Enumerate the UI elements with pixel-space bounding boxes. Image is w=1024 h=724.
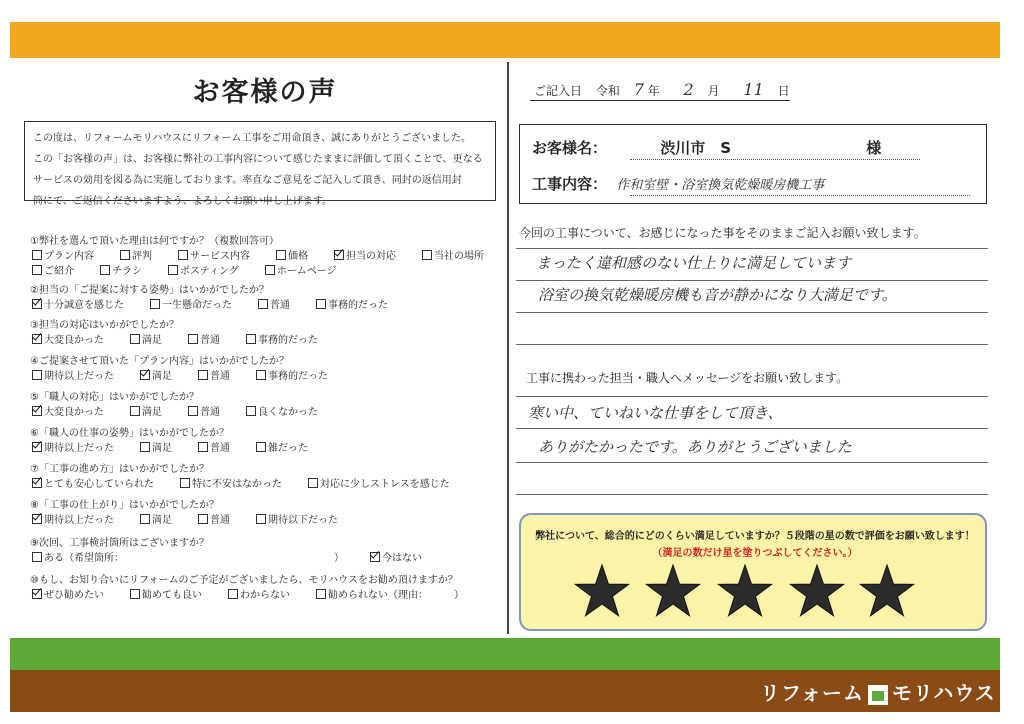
option-label: わからない	[240, 590, 290, 601]
center-divider	[507, 62, 509, 634]
option	[228, 588, 290, 603]
option	[258, 298, 290, 313]
ruled-line	[516, 344, 988, 345]
option	[256, 513, 338, 528]
option	[32, 588, 104, 603]
question-8: ⑧「工事の仕上がり」はいかがでしたか？	[30, 500, 219, 511]
date-year: 7	[633, 80, 644, 99]
top-banner	[10, 22, 1000, 58]
option-label: 十分誠意を感じた	[44, 300, 124, 311]
ruled-line	[516, 428, 988, 429]
option-label: 満足	[152, 515, 172, 526]
option	[130, 588, 202, 603]
option-label: 満足	[152, 443, 172, 454]
option-label: プラン内容	[44, 251, 94, 262]
checkbox[interactable]	[150, 299, 160, 309]
ruled-line	[516, 312, 988, 313]
option-label: 期待以上だった	[44, 515, 114, 526]
checkbox[interactable]	[32, 265, 42, 275]
checkbox[interactable]	[100, 265, 110, 275]
date-day: 11	[743, 80, 764, 99]
option-label: 勧めても良い	[142, 590, 202, 601]
option-label: チラシ	[112, 266, 142, 277]
option-label: 満足	[142, 335, 162, 346]
option-label: 今はない	[382, 553, 422, 564]
checked-checkbox[interactable]	[370, 552, 380, 562]
option	[32, 513, 114, 528]
page-title: お客様の声	[192, 77, 338, 108]
filled-star-icon[interactable]	[572, 562, 632, 622]
checkbox[interactable]	[316, 299, 326, 309]
date-label: ご記入日	[534, 84, 583, 98]
option	[32, 477, 154, 492]
checkbox[interactable]	[168, 265, 178, 275]
checkbox[interactable]	[276, 250, 286, 260]
house-icon	[868, 685, 888, 705]
checked-checkbox[interactable]	[32, 589, 42, 599]
option-label: ）	[454, 590, 464, 601]
checkbox[interactable]	[198, 514, 208, 524]
company-logo	[760, 677, 996, 706]
question-2-options	[32, 298, 414, 313]
option	[256, 369, 328, 384]
option-label: 普通	[210, 443, 230, 454]
question-8-options	[32, 513, 364, 528]
option-label: 評判	[132, 251, 152, 262]
question-7-options	[32, 477, 476, 492]
option	[188, 333, 220, 348]
question-9-options	[32, 551, 448, 566]
option	[120, 249, 152, 264]
checkbox[interactable]	[198, 370, 208, 380]
message-line-2: ありがたかったです。ありがとうございました	[538, 438, 852, 456]
checkbox[interactable]	[178, 250, 188, 260]
checkbox[interactable]	[422, 250, 432, 260]
checkbox[interactable]	[246, 334, 256, 344]
option-label: 事務的だった	[328, 300, 388, 311]
question-10-options	[32, 588, 490, 603]
customer-name-label: お客様名：	[532, 139, 608, 157]
customer-name: 渋川市 S	[660, 139, 732, 157]
logo-subtext: モリハウス	[892, 681, 996, 705]
checked-checkbox[interactable]	[32, 478, 42, 488]
checkbox[interactable]	[258, 299, 268, 309]
checkbox[interactable]	[198, 442, 208, 452]
option	[130, 333, 162, 348]
filled-star-icon[interactable]	[857, 562, 917, 622]
option	[370, 551, 422, 566]
checkbox[interactable]	[130, 589, 140, 599]
option	[422, 249, 484, 264]
option-label: 大変良かった	[44, 335, 104, 346]
option	[130, 405, 162, 420]
option	[316, 298, 388, 313]
option	[334, 551, 344, 566]
ruled-line	[516, 280, 988, 281]
ruled-line	[516, 248, 988, 249]
date-field	[530, 80, 790, 101]
option-label: 普通	[200, 407, 220, 418]
option-label: ぜひ勧めたい	[44, 590, 104, 601]
rating-question: 弊社について、総合的にどのくらい満足していますか？５段階の星の数で評価をお願い致します！	[535, 531, 975, 542]
filled-star-icon[interactable]	[787, 562, 847, 622]
logo-text: リフォーム	[760, 681, 864, 705]
option-label: 事務的だった	[268, 371, 328, 382]
rating-note: （満足の数だけ星を塗りつぶしてください。）	[652, 548, 858, 559]
option-label: 一生懸命だった	[162, 300, 232, 311]
option	[100, 264, 142, 279]
checkbox[interactable]	[130, 334, 140, 344]
date-era: 令和	[595, 84, 620, 98]
checkbox[interactable]	[246, 406, 256, 416]
option	[256, 441, 308, 456]
checkbox[interactable]	[140, 514, 150, 524]
option-label: 普通	[210, 371, 230, 382]
option-label: 大変良かった	[44, 407, 104, 418]
option	[32, 405, 104, 420]
intro-line: この度は、リフォームモリハウスにリフォーム工事をご用命頂き、誠にありがとうございました。	[33, 133, 471, 144]
work-content: 作和室壁・浴室換気乾燥暖房機工事	[616, 178, 825, 193]
question-1: ①弊社を選んで頂いた理由は何ですか？（複数回答可）	[30, 236, 279, 247]
question-4: ④ご提案させて頂いた「プラン内容」はいかがでしたか？	[30, 356, 289, 367]
option	[265, 264, 337, 279]
question-1-options	[32, 249, 510, 264]
checked-checkbox[interactable]	[32, 514, 42, 524]
checked-checkbox[interactable]	[32, 334, 42, 344]
option-label: 特に不安はなかった	[192, 479, 282, 490]
option	[140, 513, 172, 528]
checkbox[interactable]	[228, 589, 238, 599]
checkbox[interactable]	[140, 442, 150, 452]
ruled-line	[516, 494, 988, 495]
filled-star-icon[interactable]	[643, 562, 703, 622]
option-label: ある（希望箇所：	[44, 553, 124, 564]
option-label: ご紹介	[44, 266, 74, 277]
option-label: 担当の対応	[346, 251, 396, 262]
option-label: 期待以上だった	[44, 371, 114, 382]
checked-checkbox[interactable]	[32, 442, 42, 452]
customer-box	[519, 124, 987, 204]
option	[198, 369, 230, 384]
option-label: 雑だった	[268, 443, 308, 454]
option	[140, 441, 172, 456]
work-underline	[630, 195, 970, 196]
option-label: 対応に少しストレスを感じた	[320, 479, 450, 490]
message-heading: 工事に携わった担当・職人へメッセージをお願い致します。	[526, 371, 849, 385]
question-7: ⑦「工事の進め方」はいかがでしたか？	[30, 464, 209, 475]
date-year-unit: 年	[647, 84, 660, 98]
option-label: 普通	[200, 335, 220, 346]
option	[198, 513, 230, 528]
date-month: 2	[683, 80, 694, 99]
checkbox[interactable]	[265, 265, 275, 275]
option-label: 満足	[142, 407, 162, 418]
option-label: ）	[334, 553, 344, 564]
option	[334, 249, 396, 264]
date-day-unit: 日	[777, 84, 790, 98]
checkbox[interactable]	[32, 250, 42, 260]
date-month-unit: 月	[707, 84, 720, 98]
message-line-1: 寒い中、ていねいな仕事をして頂き、	[528, 404, 783, 422]
option-label: 普通	[270, 300, 290, 311]
filled-star-icon[interactable]	[715, 562, 775, 622]
option-label: 満足	[152, 371, 172, 382]
name-underline	[630, 159, 920, 160]
option	[276, 249, 308, 264]
option-label: 当社の場所	[434, 251, 484, 262]
customer-name-row	[532, 137, 881, 158]
option	[32, 333, 104, 348]
option	[32, 298, 124, 313]
checkbox[interactable]	[188, 334, 198, 344]
option	[454, 588, 464, 603]
question-3: ③担当の対応はいかがでしたか？	[30, 320, 179, 331]
option	[246, 333, 318, 348]
work-label: 工事内容：	[532, 175, 608, 193]
intro-line: この「お客様の声」は、お客様に弊社の工事内容について感じたままに評価して頂くことで、更なる	[33, 154, 483, 165]
intro-line: 筒にて、ご返信くださいますよう、よろしくお願い申し上げます。	[33, 196, 332, 207]
option	[180, 477, 282, 492]
checkbox[interactable]	[256, 514, 266, 524]
option-label: 期待以上だった	[44, 443, 114, 454]
question-2: ②担当の「ご提案に対する姿勢」はいかがでしたか？	[30, 285, 269, 296]
option	[168, 264, 239, 279]
checkbox[interactable]	[32, 370, 42, 380]
option	[308, 477, 450, 492]
intro-box	[24, 121, 496, 207]
option	[32, 264, 74, 279]
checked-checkbox[interactable]	[32, 299, 42, 309]
option	[32, 369, 114, 384]
option-label: 普通	[210, 515, 230, 526]
checked-checkbox[interactable]	[140, 370, 150, 380]
work-row	[532, 173, 824, 194]
question-4-options	[32, 369, 354, 384]
checked-checkbox[interactable]	[32, 406, 42, 416]
option	[316, 588, 428, 603]
checkbox[interactable]	[308, 478, 318, 488]
option	[246, 405, 318, 420]
checkbox[interactable]	[256, 442, 266, 452]
checkbox[interactable]	[120, 250, 130, 260]
ruled-line	[516, 396, 988, 397]
option-label: 期待以下だった	[268, 515, 338, 526]
option-label: ポスティング	[180, 266, 239, 277]
option	[150, 298, 232, 313]
customer-suffix: 様	[866, 139, 882, 157]
question-6-options	[32, 441, 334, 456]
question-5-options	[32, 405, 344, 420]
question-9: ⑨次回、工事検討箇所はございますか？	[30, 538, 209, 549]
option-label: サービス内容	[190, 251, 250, 262]
option-label: ホームページ	[276, 266, 337, 277]
impression-line-2: 浴室の換気乾燥暖房機も音が静かになり大満足です。	[538, 286, 897, 304]
impressions-heading: 今回の工事について、お感じになった事をそのままご記入お願い致します。	[519, 226, 926, 240]
ruled-line	[516, 462, 988, 463]
option	[140, 369, 172, 384]
question-10: ⑩もし、お知り合いにリフォームのご予定がございましたら、モリハウスをお勧め頂けますか？	[30, 575, 458, 586]
option-label: 勧められない（理由：	[328, 590, 428, 601]
checkbox[interactable]	[130, 406, 140, 416]
option	[198, 441, 230, 456]
checkbox[interactable]	[180, 478, 190, 488]
impression-line-1: まったく違和感のない仕上りに満足しています	[536, 254, 852, 272]
checkbox[interactable]	[256, 370, 266, 380]
option-label: 良くなかった	[258, 407, 318, 418]
option-label: 価格	[288, 251, 308, 262]
question-6: ⑥「職人の仕事の姿勢」はいかがでしたか？	[30, 428, 229, 439]
option	[32, 441, 114, 456]
checkbox[interactable]	[32, 552, 42, 562]
checkbox[interactable]	[188, 406, 198, 416]
option-label: 事務的だった	[258, 335, 318, 346]
intro-line: サービスの効用を図る為に実施しております。率直なご意見をご記入して頂き、同封の返信用封	[33, 175, 462, 186]
question-1-options	[32, 264, 363, 279]
question-5: ⑤「職人の対応」はいかがでしたか？	[30, 392, 199, 403]
option	[178, 249, 250, 264]
question-3-options	[32, 333, 344, 348]
green-footer-bar	[10, 638, 1000, 670]
checkbox[interactable]	[316, 589, 326, 599]
checked-checkbox[interactable]	[334, 250, 344, 260]
option	[32, 249, 94, 264]
option	[188, 405, 220, 420]
option-label: とても安心していられた	[44, 479, 154, 490]
option	[32, 551, 124, 566]
